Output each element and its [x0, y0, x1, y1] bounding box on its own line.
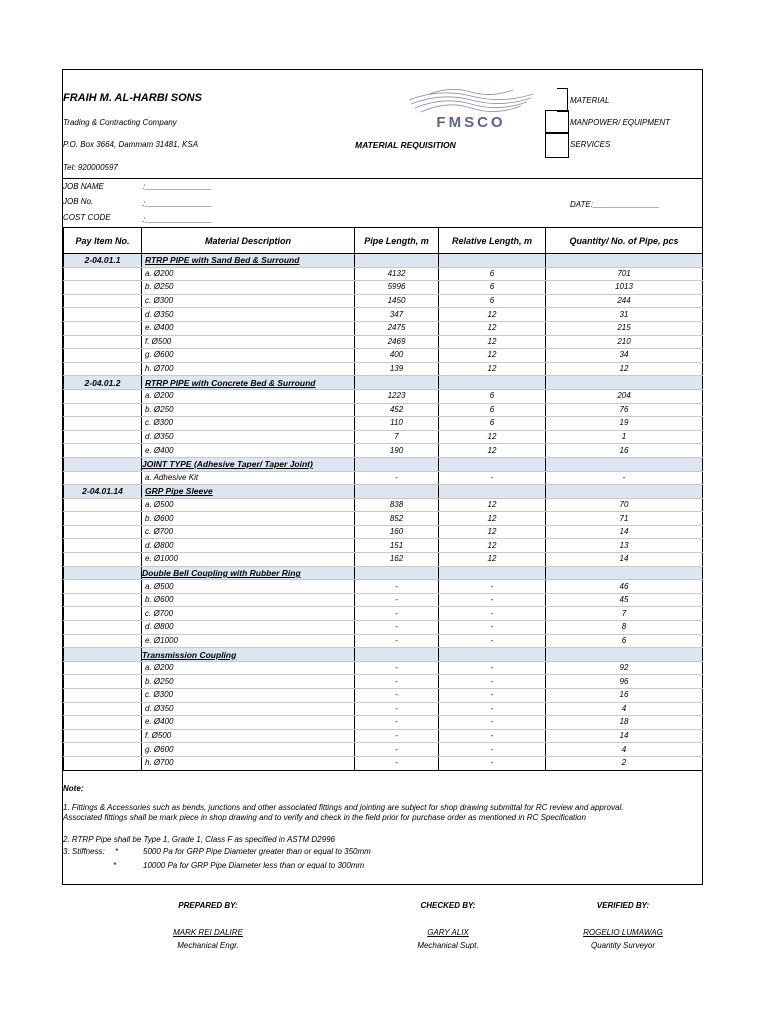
section-title: JOINT TYPE (Adhesive Taper/ Taper Joint) [142, 457, 355, 471]
material-description: b. Ø250 [142, 403, 355, 417]
material-description: b. Ø600 [142, 512, 355, 526]
quantity: 215 [546, 321, 703, 335]
date-field[interactable]: DATE:_______________ [570, 200, 660, 209]
pay-item-cell [64, 689, 142, 703]
job-name-field[interactable]: :_______________ [143, 182, 212, 191]
pay-item-cell [64, 321, 142, 335]
table-row [64, 689, 703, 703]
pipe-length: - [355, 716, 439, 730]
services-checkbox[interactable] [545, 132, 569, 158]
empty-cell [439, 566, 546, 580]
material-description: d. Ø800 [142, 539, 355, 553]
material-description: a. Ø200 [142, 267, 355, 281]
checked-by-name: GARY ALIX [427, 928, 469, 937]
table-row [64, 593, 703, 607]
logo-text: FMSCO [436, 114, 506, 130]
empty-cell [546, 485, 703, 499]
section-title: RTRP PIPE with Concrete Bed & Surround [142, 376, 355, 390]
empty-cell [355, 376, 439, 390]
quantity: 1 [546, 430, 703, 444]
relative-length: 6 [439, 294, 546, 308]
job-no-field[interactable]: :_______________ [143, 199, 212, 208]
verified-by-name: ROGELIO LUMAWAG [583, 928, 663, 937]
quantity: 14 [546, 553, 703, 567]
pay-item-cell [64, 539, 142, 553]
column-header: Pipe Length, m [355, 228, 439, 254]
relative-length: - [439, 729, 546, 743]
pipe-length: 160 [355, 525, 439, 539]
pay-item-cell [64, 607, 142, 621]
relative-length: - [439, 702, 546, 716]
note-3a: 5000 Pa for GRP Pipe Diameter greater than or equal to 350mm [143, 847, 371, 856]
company-name: FRAIH M. AL-HARBI SONS [63, 92, 202, 104]
section-title: RTRP PIPE with Sand Bed & Surround [142, 254, 355, 268]
material-description: a. Ø200 [142, 389, 355, 403]
pipe-length: - [355, 593, 439, 607]
table-row [64, 553, 703, 567]
material-description: e. Ø400 [142, 716, 355, 730]
section-row [64, 457, 703, 471]
quantity: 19 [546, 417, 703, 431]
quantity: 4 [546, 702, 703, 716]
cost-code-field[interactable]: :_______________ [143, 215, 212, 224]
document-title: MATERIAL REQUISITION [355, 140, 456, 150]
header-divider [63, 178, 702, 179]
pay-item-code [64, 648, 142, 662]
quantity: 92 [546, 661, 703, 675]
material-description: e. Ø400 [142, 444, 355, 458]
requisition-form [62, 69, 703, 885]
table-row [64, 308, 703, 322]
pay-item-cell [64, 444, 142, 458]
pipe-length: 1450 [355, 294, 439, 308]
relative-length: - [439, 621, 546, 635]
table-row [64, 525, 703, 539]
section-title: GRP Pipe Sleeve [142, 485, 355, 499]
material-description: h. Ø700 [142, 756, 355, 770]
empty-cell [355, 648, 439, 662]
checkbox-label-material: MATERIAL [570, 96, 610, 105]
relative-length: - [439, 634, 546, 648]
prepared-by-name: MARK REI DALIRE [173, 928, 243, 937]
pipe-length: 452 [355, 403, 439, 417]
table-row [64, 512, 703, 526]
section-row [64, 254, 703, 268]
relative-length: - [439, 716, 546, 730]
relative-length: - [439, 607, 546, 621]
pipe-length: - [355, 729, 439, 743]
table-row [64, 621, 703, 635]
pipe-length: - [355, 743, 439, 757]
note-1a: 1. Fittings & Accessories such as bends, junctions and other associated fittings and jointing are subject for shop drawing submittal for RC review and approval. [63, 803, 624, 812]
table-row [64, 729, 703, 743]
relative-length: 12 [439, 335, 546, 349]
quantity: 204 [546, 389, 703, 403]
empty-cell [355, 457, 439, 471]
note-2: 2. RTRP Pipe shall be Type 1, Grade 1, Class F as specified in ASTM D2996 [63, 835, 335, 844]
relative-length: 12 [439, 362, 546, 376]
material-description: d. Ø350 [142, 430, 355, 444]
table-header-row [64, 228, 703, 254]
pay-item-cell [64, 756, 142, 770]
pay-item-cell [64, 349, 142, 363]
material-description: c. Ø300 [142, 417, 355, 431]
checkbox-label-services: SERVICES [570, 140, 611, 149]
empty-cell [546, 457, 703, 471]
pipe-length: 151 [355, 539, 439, 553]
section-title: Double Bell Coupling with Rubber Ring [142, 566, 355, 580]
material-description: d. Ø350 [142, 308, 355, 322]
pipe-length: - [355, 661, 439, 675]
notes-title: Note: [63, 784, 84, 793]
relative-length: 12 [439, 525, 546, 539]
material-description: e. Ø1000 [142, 634, 355, 648]
quantity: 76 [546, 403, 703, 417]
pipe-length: 1223 [355, 389, 439, 403]
table-row [64, 471, 703, 485]
table-row [64, 756, 703, 770]
quantity: 2 [546, 756, 703, 770]
quantity: 8 [546, 621, 703, 635]
pay-item-cell [64, 553, 142, 567]
relative-length: - [439, 756, 546, 770]
column-header: Quantity/ No. of Pipe, pcs [546, 228, 703, 254]
quantity: 1013 [546, 281, 703, 295]
pipe-length: 139 [355, 362, 439, 376]
quantity: - [546, 471, 703, 485]
section-title: Transmission Coupling [142, 648, 355, 662]
pay-item-cell [64, 634, 142, 648]
material-description: a. Adhesive Kit [142, 471, 355, 485]
pipe-length: 2475 [355, 321, 439, 335]
relative-length: 12 [439, 498, 546, 512]
material-description: c. Ø300 [142, 294, 355, 308]
relative-length: - [439, 675, 546, 689]
material-description: d. Ø800 [142, 621, 355, 635]
relative-length: 12 [439, 539, 546, 553]
material-description: b. Ø250 [142, 281, 355, 295]
pipe-length: 4132 [355, 267, 439, 281]
table-row [64, 607, 703, 621]
material-description: a. Ø500 [142, 498, 355, 512]
pay-item-cell [64, 675, 142, 689]
pay-item-cell [64, 417, 142, 431]
relative-length: - [439, 593, 546, 607]
relative-length: 6 [439, 403, 546, 417]
section-row [64, 485, 703, 499]
pay-item-cell [64, 335, 142, 349]
pay-item-cell [64, 471, 142, 485]
relative-length: 12 [439, 430, 546, 444]
pay-item-cell [64, 294, 142, 308]
relative-length: - [439, 580, 546, 594]
pipe-length: - [355, 675, 439, 689]
relative-length: 12 [439, 553, 546, 567]
quantity: 12 [546, 362, 703, 376]
table-row [64, 498, 703, 512]
quantity: 45 [546, 593, 703, 607]
quantity: 70 [546, 498, 703, 512]
pipe-length: 2469 [355, 335, 439, 349]
materials-table [63, 228, 703, 771]
empty-cell [355, 566, 439, 580]
empty-cell [439, 457, 546, 471]
pipe-length: 5996 [355, 281, 439, 295]
material-description: b. Ø250 [142, 675, 355, 689]
table-row [64, 444, 703, 458]
quantity: 244 [546, 294, 703, 308]
empty-cell [355, 485, 439, 499]
material-description: e. Ø1000 [142, 553, 355, 567]
pipe-length: - [355, 607, 439, 621]
pay-item-cell [64, 362, 142, 376]
company-tel: Tel: 920000597 [63, 163, 118, 172]
pipe-length: 400 [355, 349, 439, 363]
pay-item-code [64, 457, 142, 471]
pay-item-cell [64, 729, 142, 743]
pay-item-cell [64, 702, 142, 716]
quantity: 46 [546, 580, 703, 594]
relative-length: - [439, 661, 546, 675]
pay-item-cell [64, 281, 142, 295]
quantity: 210 [546, 335, 703, 349]
note-3: 3. Stiffness: [63, 847, 105, 856]
material-checkbox[interactable] [557, 88, 568, 112]
table-row [64, 661, 703, 675]
material-description: d. Ø350 [142, 702, 355, 716]
section-row [64, 376, 703, 390]
relative-length: 12 [439, 321, 546, 335]
relative-length: 6 [439, 281, 546, 295]
material-description: g. Ø600 [142, 349, 355, 363]
empty-cell [546, 376, 703, 390]
pipe-length: 110 [355, 417, 439, 431]
pipe-length: - [355, 634, 439, 648]
pay-item-cell [64, 512, 142, 526]
table-row [64, 716, 703, 730]
table-row [64, 580, 703, 594]
verified-by-label: VERIFIED BY: [596, 901, 650, 910]
material-description: e. Ø400 [142, 321, 355, 335]
pay-item-cell [64, 389, 142, 403]
pipe-length: 190 [355, 444, 439, 458]
relative-length: 12 [439, 512, 546, 526]
pay-item-cell [64, 593, 142, 607]
pipe-length: 7 [355, 430, 439, 444]
empty-cell [439, 485, 546, 499]
column-header: Material Description [142, 228, 355, 254]
relative-length: - [439, 689, 546, 703]
pay-item-code [64, 566, 142, 580]
pay-item-cell [64, 716, 142, 730]
material-description: g. Ø600 [142, 743, 355, 757]
pay-item-cell [64, 430, 142, 444]
quantity: 71 [546, 512, 703, 526]
pipe-length: 162 [355, 553, 439, 567]
empty-cell [546, 254, 703, 268]
relative-length: 6 [439, 267, 546, 281]
company-address: P.O. Box 3664, Dammam 31481, KSA [63, 140, 199, 149]
material-description: a. Ø500 [142, 580, 355, 594]
material-description: b. Ø600 [142, 593, 355, 607]
pipe-length: - [355, 689, 439, 703]
quantity: 13 [546, 539, 703, 553]
pay-item-cell [64, 403, 142, 417]
relative-length: 12 [439, 349, 546, 363]
relative-length: - [439, 743, 546, 757]
note-3-bullet-b: * [113, 861, 117, 870]
quantity: 14 [546, 729, 703, 743]
pipe-length: - [355, 702, 439, 716]
pay-item-cell [64, 525, 142, 539]
material-description: a. Ø200 [142, 661, 355, 675]
pay-item-cell [64, 621, 142, 635]
relative-length: 6 [439, 389, 546, 403]
table-row [64, 702, 703, 716]
column-header: Pay Item No. [64, 228, 142, 254]
quantity: 14 [546, 525, 703, 539]
quantity: 4 [546, 743, 703, 757]
table-row [64, 267, 703, 281]
table-row [64, 675, 703, 689]
pipe-length: - [355, 756, 439, 770]
pipe-length: 838 [355, 498, 439, 512]
job-name-label: JOB NAME [63, 182, 104, 191]
pay-item-cell [64, 308, 142, 322]
checked-by-title: Mechanical Supt. [417, 941, 479, 950]
quantity: 16 [546, 689, 703, 703]
relative-length: 12 [439, 308, 546, 322]
pay-item-cell [64, 743, 142, 757]
table-row [64, 349, 703, 363]
material-description: c. Ø700 [142, 607, 355, 621]
table-row [64, 362, 703, 376]
empty-cell [546, 648, 703, 662]
pay-item-cell [64, 580, 142, 594]
table-row [64, 321, 703, 335]
material-description: c. Ø300 [142, 689, 355, 703]
quantity: 7 [546, 607, 703, 621]
quantity: 701 [546, 267, 703, 281]
pipe-length: - [355, 471, 439, 485]
quantity: 96 [546, 675, 703, 689]
quantity: 31 [546, 308, 703, 322]
empty-cell [439, 648, 546, 662]
relative-length: 6 [439, 417, 546, 431]
quantity: 6 [546, 634, 703, 648]
pay-item-code: 2-04.01.1 [64, 254, 142, 268]
prepared-by-label: PREPARED BY: [178, 901, 238, 910]
relative-length: - [439, 471, 546, 485]
note-3b: 10000 Pa for GRP Pipe Diameter less than or equal to 300mm [143, 861, 365, 870]
table-row [64, 389, 703, 403]
table-row [64, 634, 703, 648]
fmsco-logo [399, 86, 543, 130]
empty-cell [439, 376, 546, 390]
pay-item-cell [64, 267, 142, 281]
table-row [64, 417, 703, 431]
section-row [64, 566, 703, 580]
pay-item-cell [64, 498, 142, 512]
table-row [64, 539, 703, 553]
pipe-length: 852 [355, 512, 439, 526]
material-description: f. Ø500 [142, 335, 355, 349]
table-row [64, 281, 703, 295]
material-description: h. Ø700 [142, 362, 355, 376]
empty-cell [439, 254, 546, 268]
material-description: f. Ø500 [142, 729, 355, 743]
pay-item-cell [64, 661, 142, 675]
table-row [64, 430, 703, 444]
checkbox-label-manpower: MANPOWER/ EQUIPMENT [570, 118, 671, 127]
table-row [64, 335, 703, 349]
note-1b: Associated fittings shall be mark piece in shop drawing and to verify and check in the field prior for purchase order as mentioned in RC Specification [63, 813, 586, 822]
quantity: 18 [546, 716, 703, 730]
pay-item-code: 2-04.01.14 [64, 485, 142, 499]
table-row [64, 403, 703, 417]
section-row [64, 648, 703, 662]
checked-by-label: CHECKED BY: [420, 901, 476, 910]
quantity: 16 [546, 444, 703, 458]
pay-item-code: 2-04.01.2 [64, 376, 142, 390]
column-header: Relative Length, m [439, 228, 546, 254]
pipe-length: - [355, 580, 439, 594]
table-row [64, 743, 703, 757]
material-description: c. Ø700 [142, 525, 355, 539]
cost-code-label: COST CODE [63, 213, 111, 222]
manpower-checkbox[interactable] [545, 110, 569, 134]
company-subtitle: Trading & Contracting Company [63, 118, 177, 127]
pipe-length: - [355, 621, 439, 635]
quantity: 34 [546, 349, 703, 363]
table-row [64, 294, 703, 308]
empty-cell [546, 566, 703, 580]
relative-length: 12 [439, 444, 546, 458]
verified-by-title: Quantity Surveyor [590, 941, 656, 950]
note-3-bullet-a: * [115, 847, 119, 856]
pipe-length: 347 [355, 308, 439, 322]
empty-cell [355, 254, 439, 268]
job-no-label: JOB No. [63, 197, 94, 206]
prepared-by-title: Mechanical Engr. [177, 941, 239, 950]
